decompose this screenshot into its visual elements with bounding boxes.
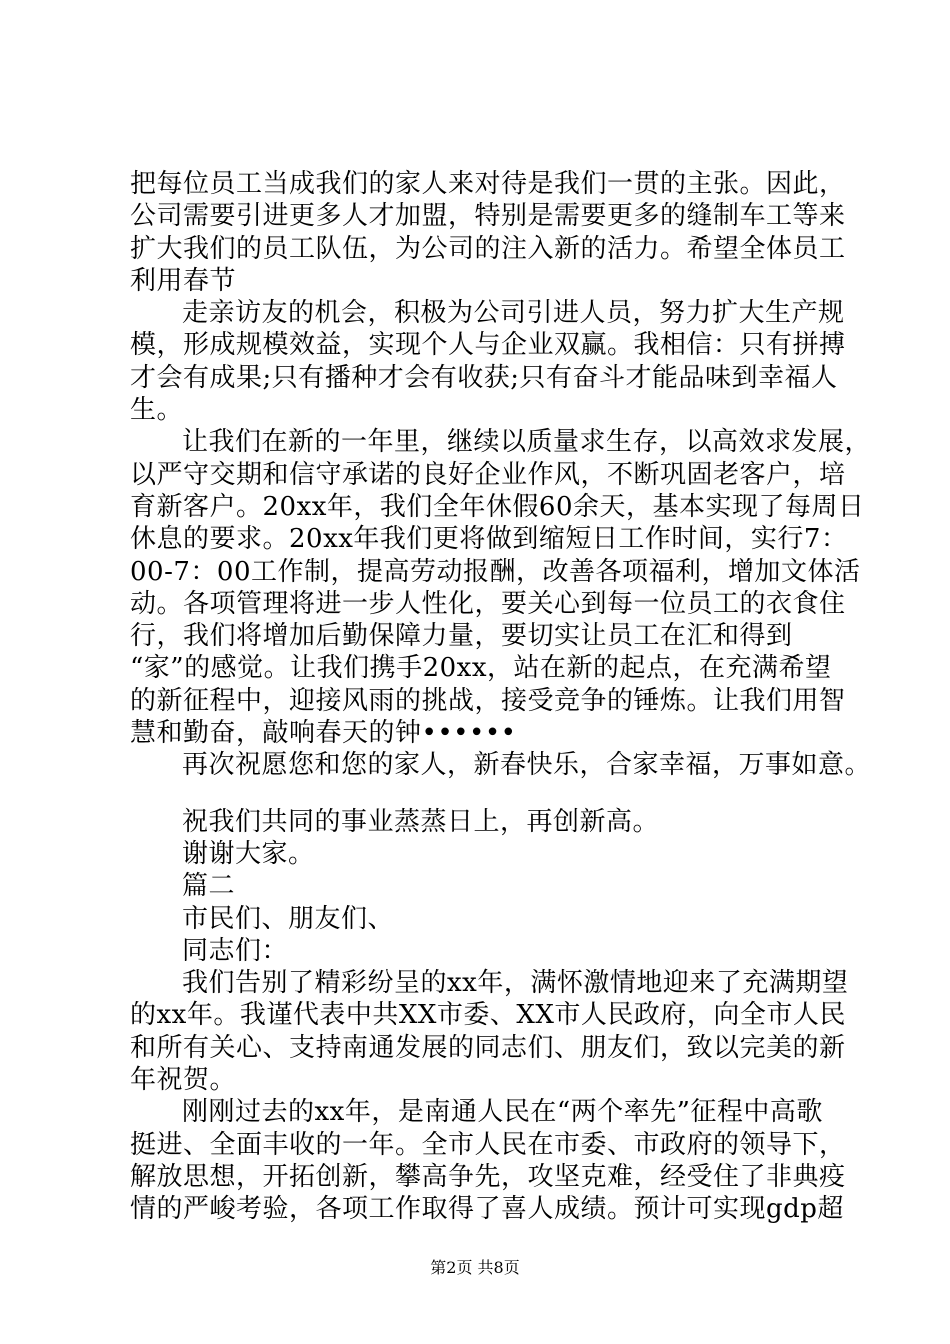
text-line: 的新征程中，迎接风雨的挑战，接受竞争的锤炼。让我们用智: [130, 685, 846, 716]
text-line: 00-7：00工作制，提高劳动报酬，改善各项福利，增加文体活: [130, 556, 861, 587]
section-heading: 篇二: [182, 871, 236, 902]
text-line: “家”的感觉。让我们携手20xx，站在新的起点，在充满希望: [130, 653, 832, 684]
text-line: 情的严峻考验，各项工作取得了喜人成绩。预计可实现gdp超: [130, 1194, 844, 1225]
text-line: 以严守交期和信守承诺的良好企业作风，不断巩固老客户，培: [130, 459, 846, 490]
text-line: 动。各项管理将进一步人性化，要关心到每一位员工的衣食住: [130, 588, 846, 619]
text-line: 慧和勤奋，敲响春天的钟••••••: [130, 718, 517, 749]
text-line: 和所有关心、支持南通发展的同志们、朋友们，致以完美的新: [130, 1032, 846, 1063]
text-line: 休息的要求。20xx年我们更将做到缩短日工作时间，实行7：: [130, 524, 848, 555]
text-line: 再次祝愿您和您的家人，新春快乐，合家幸福，万事如意。: [182, 750, 872, 781]
text-line: 利用春节: [130, 265, 237, 296]
text-line: 年祝贺。: [130, 1065, 237, 1096]
text-line: 同志们：: [182, 935, 289, 966]
text-line: 让我们在新的一年里，继续以质量求生存，以高效求发展，: [182, 427, 872, 458]
text-line: 我们告别了精彩纷呈的xx年，满怀激情地迎来了充满期望: [182, 968, 849, 999]
text-line: 模，形成规模效益，实现个人与企业双赢。我相信：只有拼搏: [130, 330, 846, 361]
text-line: 生。: [130, 395, 184, 426]
text-line: 育新客户。20xx年，我们全年休假60余天，基本实现了每周日: [130, 491, 865, 522]
document-body: [130, 168, 872, 1226]
text-line: 祝我们共同的事业蒸蒸日上，再创新高。: [182, 806, 660, 837]
text-line: 解放思想，开拓创新，攀高争先，攻坚克难，经受住了非典疫: [130, 1161, 846, 1192]
text-line: 扩大我们的员工队伍，为公司的注入新的活力。希望全体员工: [130, 233, 846, 264]
text-line: 谢谢大家。: [182, 838, 315, 869]
text-line: 刚刚过去的xx年，是南通人民在“两个率先”征程中高歌: [182, 1097, 823, 1128]
text-line: 才会有成果;只有播种才会有收获;只有奋斗才能品味到幸福人: [130, 362, 838, 393]
text-line: 公司需要引进更多人才加盟，特别是需要更多的缝制车工等来: [130, 201, 846, 232]
blank-line: [130, 782, 830, 806]
page-number-footer: 第2页 共8页: [430, 1258, 520, 1277]
text-line: 行，我们将增加后勤保障力量，要切实让员工在汇和得到: [130, 621, 793, 652]
text-line: 的xx年。我谨代表中共XX市委、XX市人民政府，向全市人民: [130, 1000, 846, 1031]
text-line: 市民们、朋友们、: [182, 903, 395, 934]
text-line: 挺进、全面丰收的一年。全市人民在市委、市政府的领导下，: [130, 1129, 846, 1160]
text-line: 走亲访友的机会，积极为公司引进人员，努力扩大生产规: [182, 298, 845, 329]
text-line: 把每位员工当成我们的家人来对待是我们一贯的主张。因此，: [130, 169, 846, 199]
